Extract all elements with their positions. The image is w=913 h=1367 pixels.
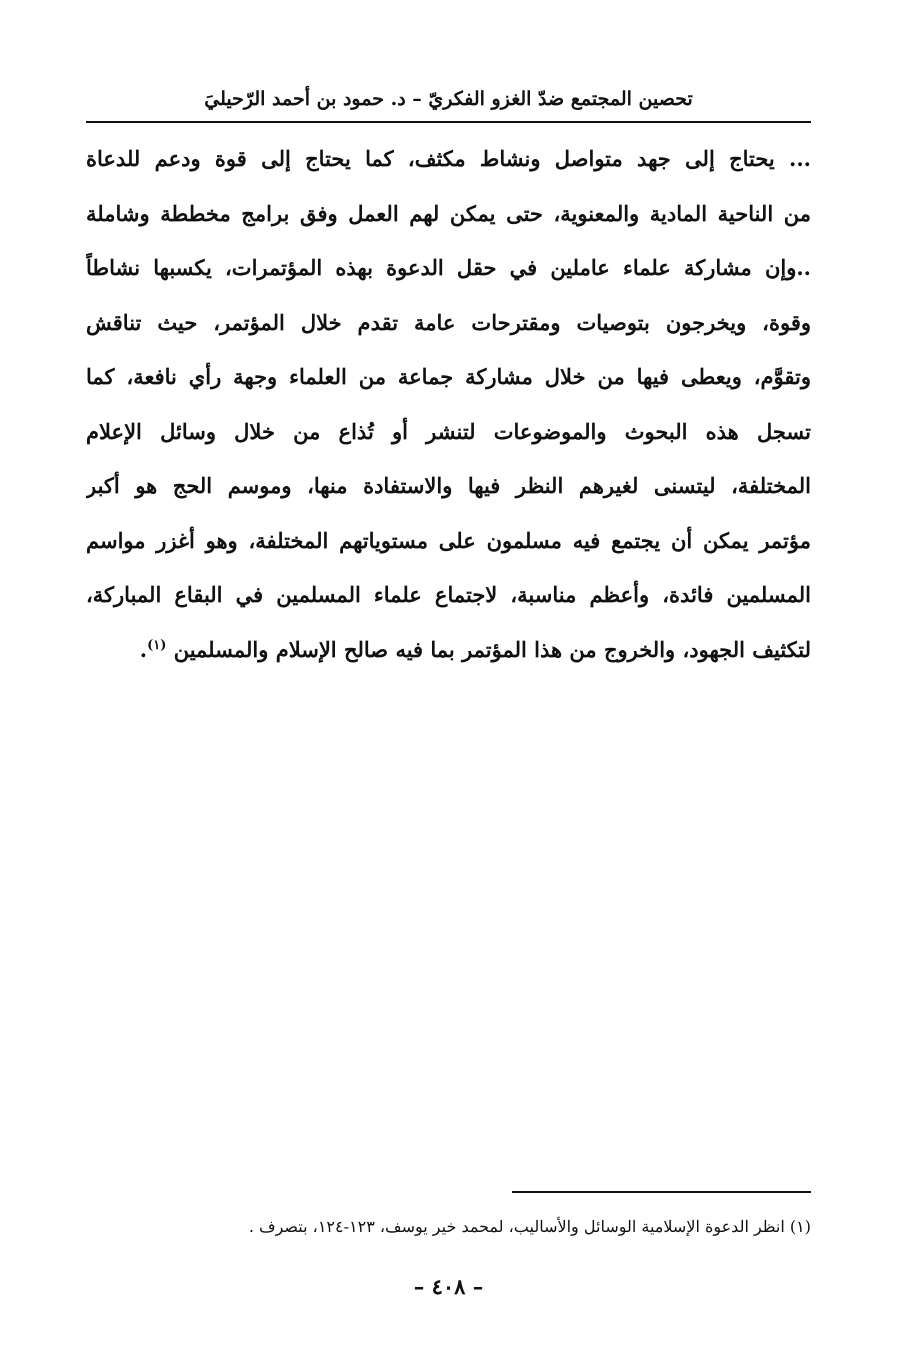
body-line-last xyxy=(86,623,811,678)
body-line: وتقوَّم، ويعطى فيها من خلال مشاركة جماعة من العلماء وجهة رأي نافعة، كما xyxy=(86,364,811,389)
body-line-text: لتكثيف الجهود، والخروج من هذا المؤتمر بما فيه صالح الإسلام والمسلمين xyxy=(173,636,811,662)
body-line: من الناحية المادية والمعنوية، حتى يمكن لهم العمل وفق برامج مخططة وشاملة xyxy=(86,200,811,226)
body-line: المختلفة، ليتسنى لغيرهم النظر فيها والاستفادة منها، وموسم الحج هو أكبر xyxy=(86,473,811,498)
body-line: ... يحتاج إلى جهد متواصل ونشاط مكثف، كما يحتاج إلى قوة ودعم للدعاة xyxy=(86,146,811,171)
body-text xyxy=(86,132,811,677)
body-line: المسلمين فائدة، وأعظم مناسبة، لاجتماع علماء المسلمين في البقاع المباركة، xyxy=(86,582,811,607)
body-line: ..وإن مشاركة علماء عاملين في حقل الدعوة بهذه المؤتمرات، يكسبها نشاطاً xyxy=(86,255,811,280)
body-line: تسجل هذه البحوث والموضوعات لتنشر أو تُذاع من خلال وسائل الإعلام xyxy=(86,418,811,444)
running-header: تحصين المجتمع ضدّ الغزو الفكريّ – د. حمود بن أحمد الرّحيليَ xyxy=(204,88,693,110)
footnote-reference[interactable]: (١) xyxy=(147,637,167,653)
footnote-rule xyxy=(512,1191,811,1193)
final-period: . xyxy=(139,636,148,662)
page-number: – ٤٠٨ – xyxy=(413,1274,484,1299)
body-line: مؤتمر يمكن أن يجتمع فيه مسلمون على مستوياتهم المختلفة، وهو أغزر مواسم xyxy=(86,527,811,553)
body-line: وقوة، ويخرجون بتوصيات ومقترحات عامة تقدم خلال المؤتمر، حيث تناقش xyxy=(86,309,811,335)
footnote: (١) انظر الدعوة الإسلامية الوسائل والأساليب، لمحمد خير يوسف، ١٢٣-١٢٤، بتصرف . xyxy=(248,1217,811,1236)
header-rule xyxy=(86,121,811,123)
